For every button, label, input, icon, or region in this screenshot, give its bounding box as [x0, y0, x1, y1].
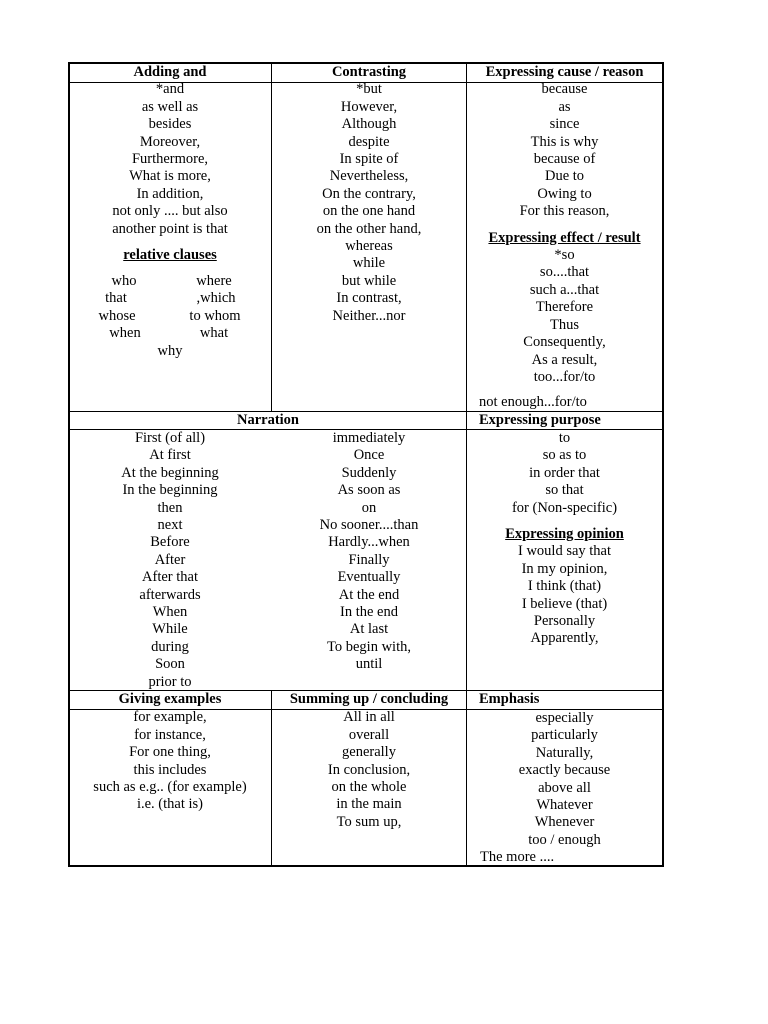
adding-item: not only .... but also [112, 203, 228, 220]
emphasis-heading: Emphasis [479, 691, 540, 707]
emphasis-item: particularly [531, 727, 598, 744]
adding-section [70, 64, 270, 264]
narration-item: While [152, 621, 188, 638]
relative-item: to whom [189, 308, 241, 324]
adding-item: *and [155, 81, 185, 98]
summing-section [272, 691, 466, 831]
narration-item: Before [150, 534, 190, 551]
contrasting-heading: Contrasting [331, 64, 407, 80]
narration-item: afterwards [139, 586, 201, 603]
narration-item: At the end [338, 586, 400, 603]
purpose-item: to [558, 430, 571, 446]
narration-item: After that [142, 569, 198, 586]
adding-item: as well as [141, 98, 199, 115]
narration-item: First (of all) [134, 430, 206, 446]
effect-item: so....that [539, 264, 590, 281]
effect-item: As a result, [531, 351, 598, 368]
adding-item: In addition, [136, 185, 204, 202]
contrasting-item: Nevertheless, [329, 168, 409, 185]
summing-item: on the whole [331, 779, 407, 796]
relative-clauses-heading: relative clauses [123, 247, 217, 264]
cause-effect-section [467, 64, 662, 386]
narration-item: during [151, 638, 189, 655]
contrasting-item: despite [348, 133, 390, 150]
contrasting-section [272, 64, 466, 325]
emphasis-item: too / enough [528, 831, 601, 848]
purpose-item: for (Non-specific) [511, 499, 618, 516]
narration-item: Soon [155, 656, 185, 673]
relative-item: ,which [196, 290, 236, 306]
cause-heading: Expressing cause / reason [485, 64, 644, 80]
cause-item: For this reason, [519, 203, 610, 220]
relative-item: that [105, 290, 127, 306]
contrasting-item: on the one hand [322, 203, 416, 220]
summing-item: overall [348, 726, 390, 743]
relative-item: why [157, 343, 183, 359]
narration-item: prior to [148, 673, 192, 690]
summing-item: All in all [343, 709, 395, 726]
summing-item: To sum up, [336, 813, 402, 830]
narration-item: next [157, 517, 183, 534]
narration-item: In the beginning [122, 482, 218, 499]
opinion-heading: Expressing opinion [505, 526, 624, 543]
effect-item: not enough...for/to [479, 394, 587, 410]
emphasis-item: Naturally, [535, 744, 594, 761]
effect-item: too...for/to [533, 368, 596, 385]
relative-item: whose [98, 308, 136, 324]
purpose-opinion-section [467, 430, 662, 648]
cause-item: as [558, 98, 571, 115]
examples-section [70, 691, 270, 814]
narration-item: Eventually [337, 569, 401, 586]
adding-item: Moreover, [139, 133, 201, 150]
narration-item: Finally [348, 551, 390, 568]
cause-item: Owing to [537, 185, 592, 202]
summing-heading: Summing up / concluding [289, 691, 449, 707]
contrasting-item: *but [356, 81, 382, 98]
adding-item: Furthermore, [131, 151, 209, 168]
purpose-item: so that [545, 482, 584, 499]
contrasting-item: Although [341, 116, 397, 133]
adding-item: another point is that [112, 220, 228, 237]
emphasis-item: especially [535, 710, 594, 726]
narration-item: Hardly...when [328, 534, 410, 551]
summing-item: In conclusion, [327, 761, 411, 778]
relative-item: where [196, 273, 232, 289]
opinion-item: I believe (that) [521, 595, 608, 612]
narration-item: No sooner....than [319, 517, 419, 534]
contrasting-item: In spite of [339, 151, 399, 168]
examples-item: For one thing, [129, 744, 211, 761]
adding-item: besides [148, 116, 192, 133]
relative-item: what [199, 325, 229, 341]
opinion-item: I think (that) [527, 578, 602, 595]
cause-item: Due to [544, 168, 585, 185]
examples-item: i.e. (that is) [136, 796, 204, 813]
effect-item: Consequently, [523, 334, 606, 351]
purpose-heading: Expressing purpose [479, 412, 601, 428]
contrasting-item: Neither...nor [332, 307, 406, 324]
narration-item: To begin with, [327, 638, 411, 655]
opinion-item: In my opinion, [521, 560, 608, 577]
narration-col-2 [272, 430, 466, 674]
relative-item: who [111, 273, 137, 289]
effect-item: Therefore [535, 299, 594, 316]
narration-item: until [355, 656, 383, 673]
contrasting-item: while [352, 255, 386, 272]
summing-item: in the main [336, 796, 402, 813]
narration-item: on [361, 499, 377, 516]
narration-item: After [154, 551, 186, 568]
examples-item: for instance, [134, 726, 206, 743]
narration-item: Once [353, 447, 385, 464]
relative-item: when [109, 325, 141, 341]
opinion-item: Apparently, [530, 630, 599, 647]
narration-item: Suddenly [341, 464, 397, 481]
emphasis-section [467, 710, 662, 849]
narration-item: When [152, 604, 188, 621]
opinion-item: I would say that [517, 543, 612, 560]
cause-item: This is why [530, 133, 599, 150]
narration-item: At last [349, 621, 389, 638]
effect-heading: Expressing effect / result [488, 229, 641, 246]
contrasting-item: on the other hand, [316, 220, 422, 237]
cause-item: because of [533, 151, 596, 168]
narration-item: At first [149, 447, 191, 464]
narration-item: In the end [340, 604, 398, 621]
contrasting-item: In contrast, [336, 290, 402, 307]
contrasting-item: whereas [345, 238, 393, 255]
cause-item: because [541, 81, 588, 98]
purpose-item: so as to [542, 447, 587, 464]
narration-col-1 [70, 430, 270, 691]
adding-heading: Adding and [133, 64, 207, 80]
effect-item: such a...that [529, 281, 600, 298]
examples-item: for example, [133, 709, 207, 726]
effect-item: *so [554, 247, 575, 264]
opinion-item: Personally [533, 613, 596, 630]
emphasis-item: above all [538, 779, 591, 796]
contrasting-item: However, [340, 98, 398, 115]
emphasis-item: exactly because [518, 762, 611, 779]
narration-item: As soon as [337, 482, 401, 499]
emphasis-item: The more .... [480, 849, 555, 865]
narration-item: immediately [332, 430, 406, 446]
examples-heading: Giving examples [118, 691, 222, 707]
contrasting-item: On the contrary, [322, 185, 416, 202]
narration-item: At the beginning [121, 464, 219, 481]
narration-heading: Narration [236, 412, 299, 428]
cause-item: since [549, 116, 580, 133]
effect-item: Thus [550, 316, 579, 333]
summing-item: generally [342, 744, 396, 761]
emphasis-item: Whatever [536, 797, 593, 814]
narration-item: then [157, 499, 183, 516]
emphasis-item: Whenever [534, 814, 595, 831]
contrasting-item: but while [341, 272, 397, 289]
adding-item: What is more, [129, 168, 211, 185]
purpose-item: in order that [529, 464, 600, 481]
examples-item: such as e.g.. (for example) [93, 779, 247, 796]
examples-item: this includes [133, 761, 207, 778]
